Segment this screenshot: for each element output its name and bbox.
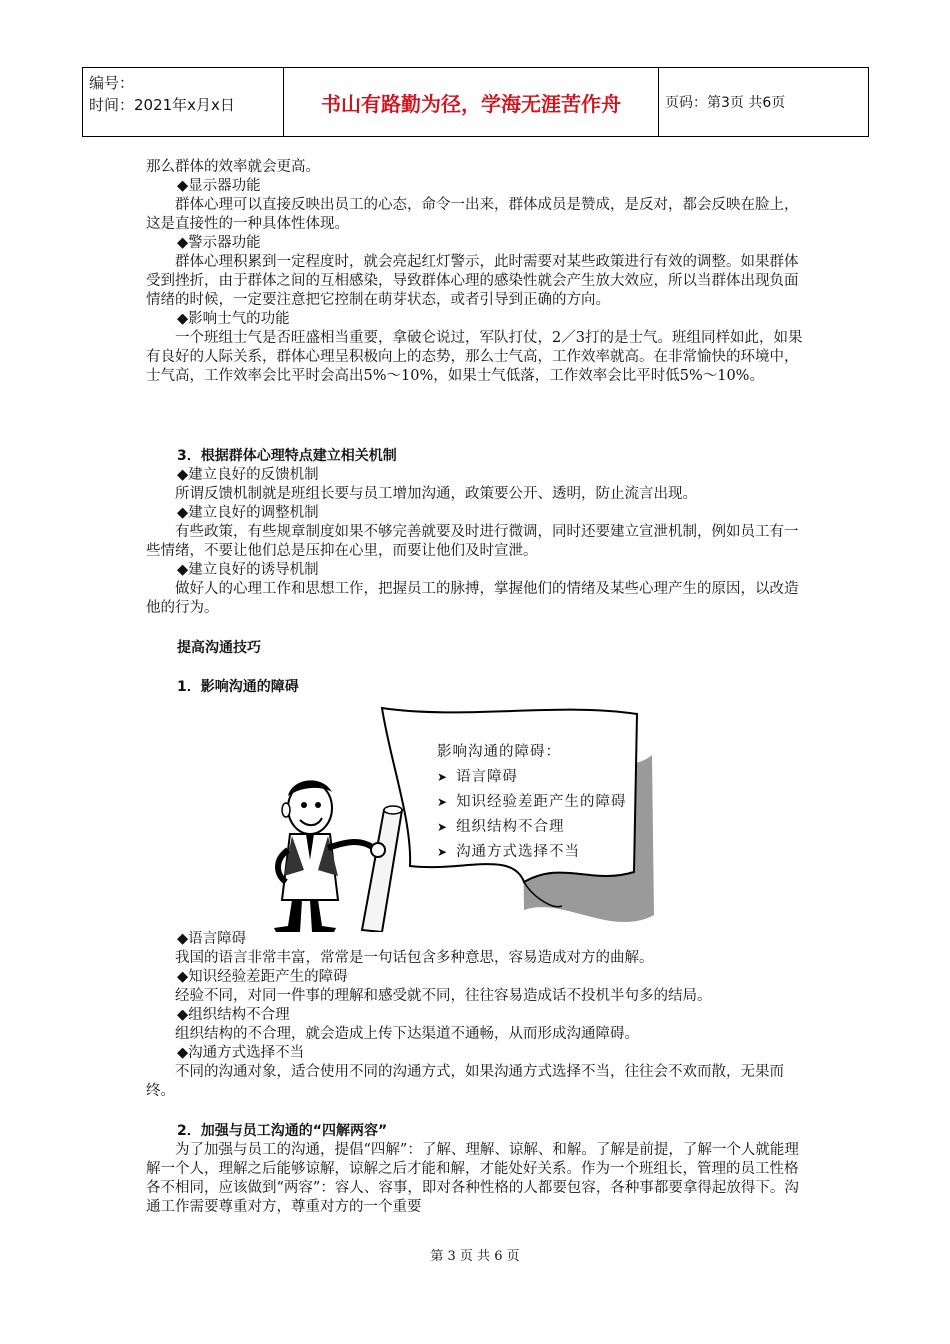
- paragraph: 有些政策，有些规章制度如果不够完善就要及时进行微调，同时还要建立宣泄机制，例如员工有一些情绪，不要让他们总是压抑在心里，而要让他们及时宣泄。: [146, 524, 799, 559]
- bullet-heading: ◆语言障碍: [177, 931, 247, 947]
- paragraph: 一个班组士气是否旺盛相当重要，拿破仑说过，军队打仗，2／3打的是士气。班组同样如此，如果有良好的人际关系，群体心理呈积极向上的态势，那么士气高，工作效率就高。在非常愉快的环境中，士气高，工作效率会比平时会高出5%～10%，如果士气低落，工作效率会比平时低5%～10%。: [146, 330, 803, 384]
- section-3: [146, 447, 808, 618]
- banner-item-label: 知识经验差距产生的障碍: [456, 794, 627, 810]
- subsection-2-heading: 2．加强与员工沟通的“四解两容”: [177, 1123, 388, 1139]
- bullet-heading: ◆建立良好的诱导机制: [177, 562, 319, 578]
- banner-item: [437, 815, 565, 836]
- content-block-1: [146, 158, 808, 386]
- banner-item: [437, 840, 580, 861]
- bullet-heading: ◆组织结构不合理: [177, 1007, 290, 1023]
- bullet-heading: ◆影响士气的功能: [177, 311, 290, 327]
- paragraph: 做好人的心理工作和思想工作，把握员工的脉搏，掌握他们的情绪及某些心理产生的原因，以改造他的行为。: [146, 581, 799, 616]
- subsection-2: [146, 1122, 808, 1217]
- section-title: 提高沟通技巧: [177, 640, 261, 656]
- banner-title: 影响沟通的障碍：: [437, 744, 561, 760]
- page-footer: 第 3 页 共 6 页: [430, 1249, 520, 1264]
- bullet-heading: ◆警示器功能: [177, 235, 261, 251]
- chevron-right-icon: ➤: [437, 770, 449, 784]
- paragraph: 所谓反馈机制就是班组长要与员工增加沟通，政策要公开、透明，防止流言出现。: [175, 486, 697, 502]
- chevron-right-icon: ➤: [437, 820, 449, 834]
- paragraph: 为了加强与员工的沟通，提倡“四解”：了解、理解、谅解、和解。了解是前提，了解一个人就能理解一个人，理解之后能够谅解，谅解之后才能和解，才能处好关系。作为一个班组长，管理的员工性格各不相同，应该做到“两容”：容人、容事，即对各种性格的人都要包容，各种事都要拿得起放得下。沟通工作需要尊重对方，尊重对方的一个重要: [146, 1142, 799, 1215]
- banner-item-label: 语言障碍: [456, 769, 519, 785]
- paragraph: 群体心理可以直接反映出员工的心态，命令一出来，群体成员是赞成，是反对，都会反映在脸上，这是直接性的一种具体性体现。: [146, 197, 799, 232]
- content-block-2: [146, 930, 808, 1101]
- banner-item-label: 组织结构不合理: [456, 819, 565, 835]
- bullet-heading: ◆建立良好的反馈机制: [177, 467, 319, 483]
- number-label: 编号：: [89, 74, 135, 92]
- bullet-heading: ◆建立良好的调整机制: [177, 505, 319, 521]
- bullet-heading: ◆显示器功能: [177, 178, 261, 194]
- chevron-right-icon: ➤: [437, 795, 449, 809]
- paragraph: 我国的语言非常丰富，常常是一句话包含多种意思，容易造成对方的曲解。: [175, 950, 654, 966]
- text-continuation: 那么群体的效率就会更高。: [146, 159, 320, 175]
- bullet-heading: ◆沟通方式选择不当: [177, 1045, 305, 1061]
- banner-item: [437, 790, 627, 811]
- paragraph: 经验不同，对同一件事的理解和感受就不同，往往容易造成话不投机半句多的结局。: [175, 988, 712, 1004]
- header-motto: 书山有路勤为径，学海无涯苦作舟: [284, 68, 659, 136]
- subsection-1-heading: 1．影响沟通的障碍: [177, 679, 299, 695]
- page-header: [82, 67, 869, 137]
- bullet-heading: ◆知识经验差距产生的障碍: [177, 969, 348, 985]
- banner-item-label: 沟通方式选择不当: [456, 844, 581, 860]
- header-page-info: 页码：第3页 共6页: [665, 95, 786, 111]
- header-meta: [83, 68, 284, 136]
- paragraph: 群体心理积累到一定程度时，就会亮起红灯警示，此时需要对某些政策进行有效的调整。如果群体受到挫折，由于群体之间的互相感染，导致群体心理的感染性就会产生放大效应，所以当群体出现负面情绪的时候，一定要注意把它控制在萌芽状态，或者引导到正确的方向。: [146, 254, 799, 308]
- section-3-heading: 3．根据群体心理特点建立相关机制: [177, 448, 397, 464]
- paragraph: 不同的沟通对象，适合使用不同的沟通方式，如果沟通方式选择不当，往往会不欢而散，无果而终。: [146, 1064, 784, 1099]
- paragraph: 组织结构的不合理，就会造成上传下达渠道不通畅，从而形成沟通障碍。: [175, 1026, 639, 1042]
- banner-item: [437, 765, 518, 786]
- section-title-block: [146, 639, 808, 658]
- time-label: 时间：2021年x月x日: [89, 96, 235, 114]
- chevron-right-icon: ➤: [437, 845, 449, 859]
- subsection-1-block: [146, 678, 808, 697]
